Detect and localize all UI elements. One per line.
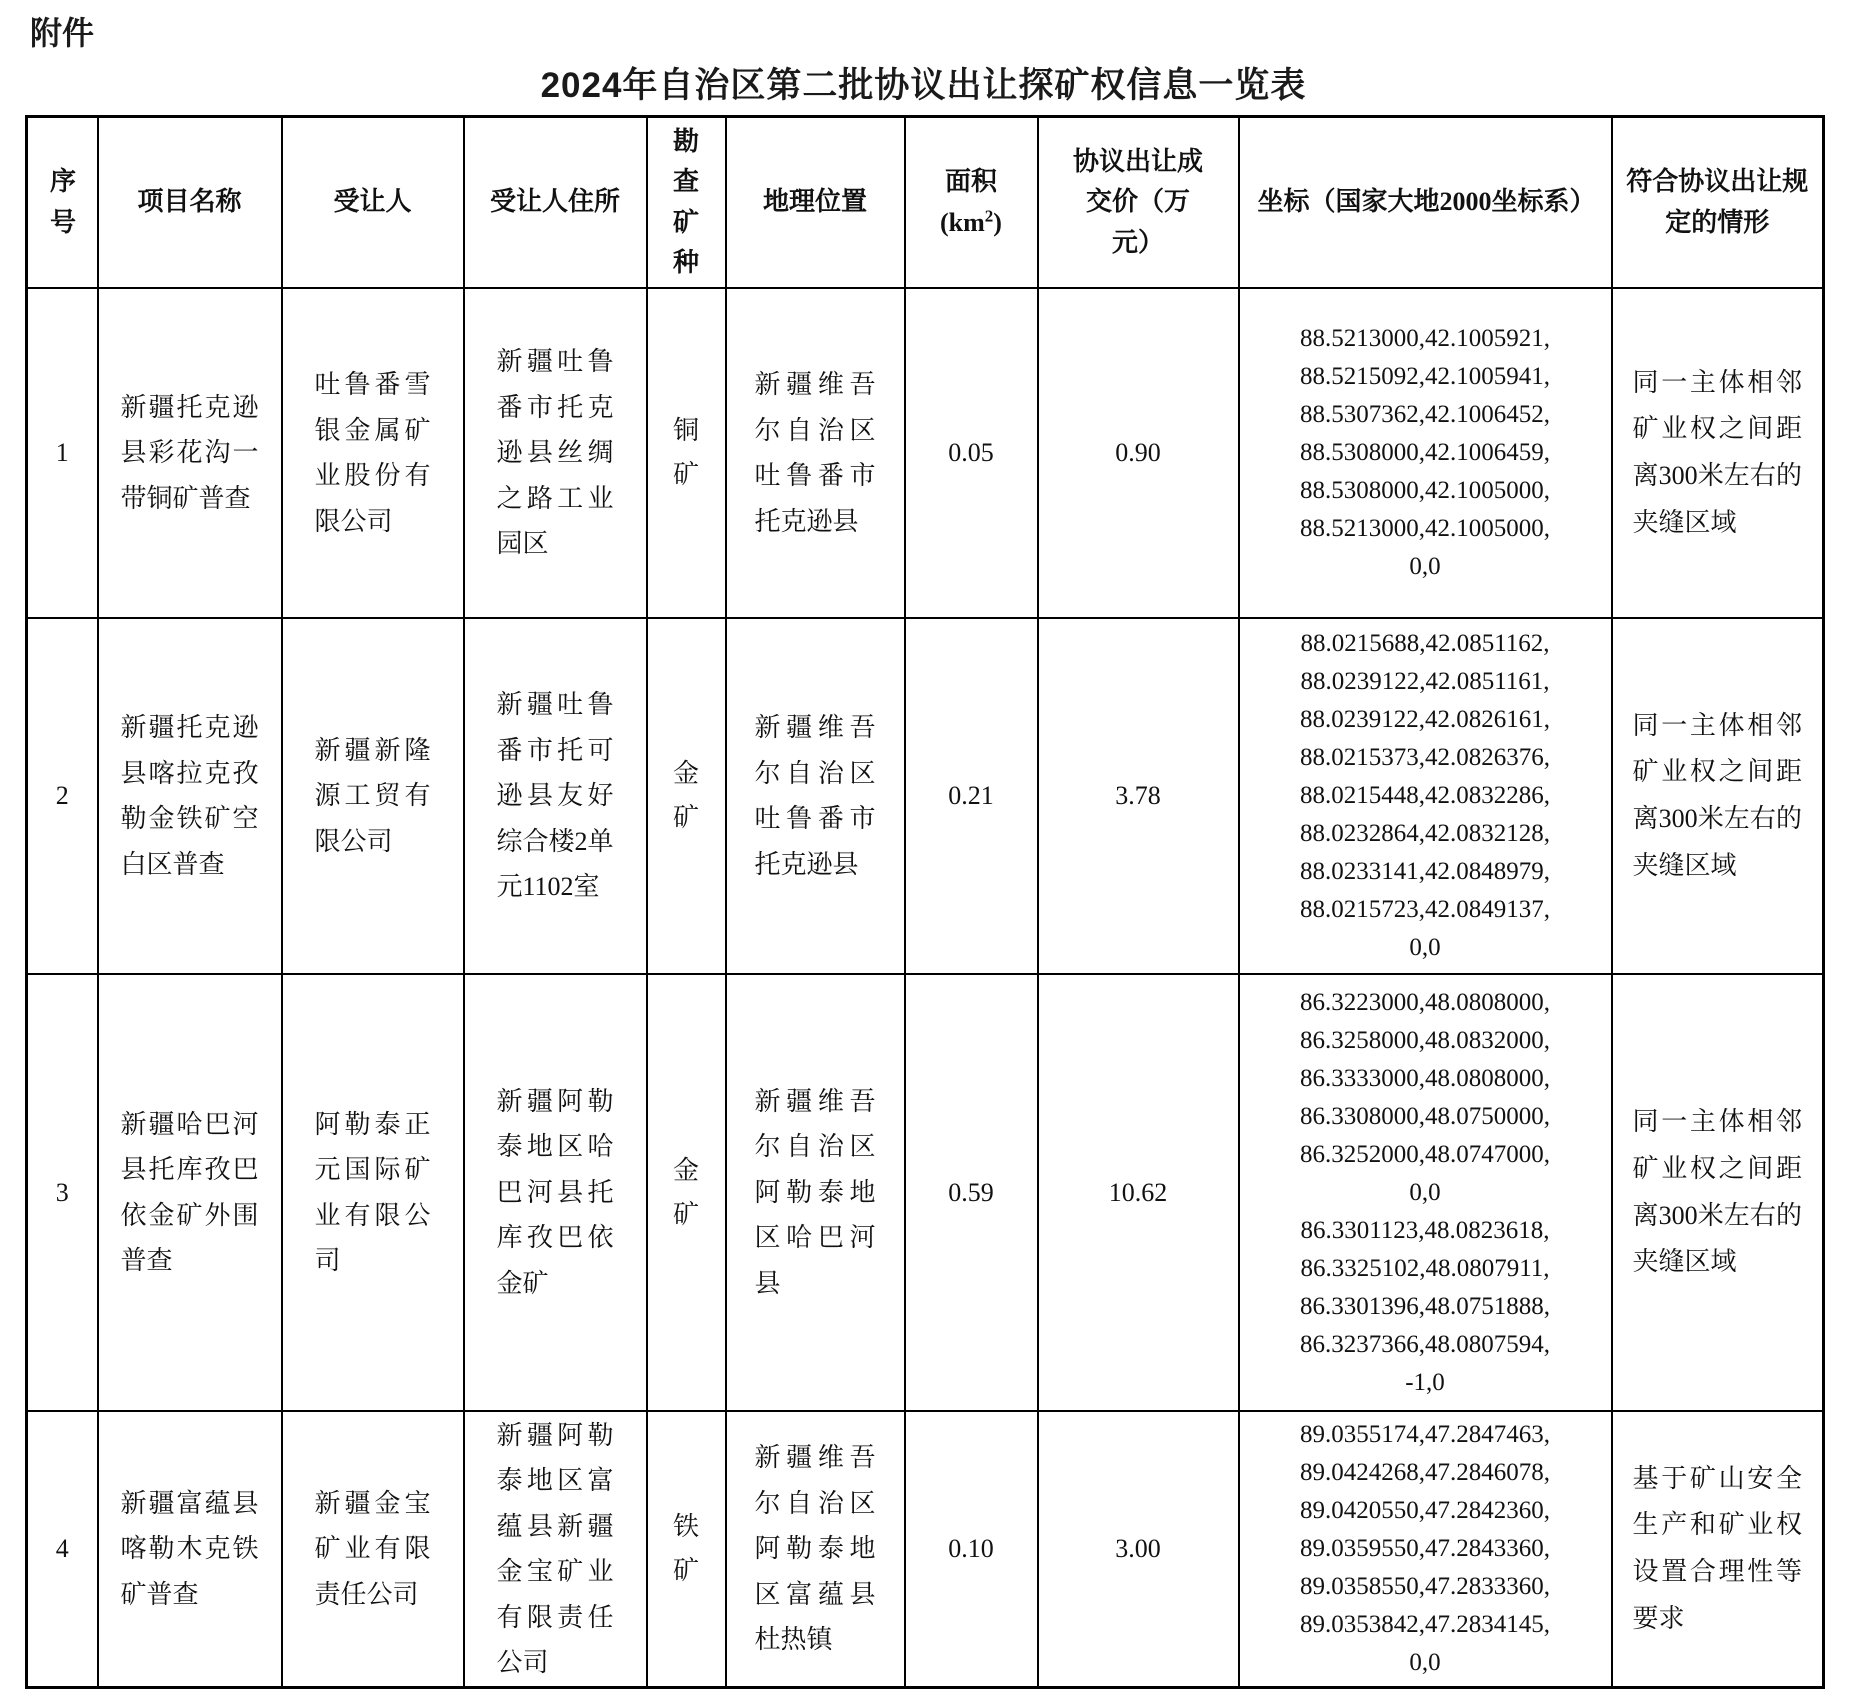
cell-geographic-location: 新疆维吾尔自治区吐鲁番市托克逊县 xyxy=(726,618,905,974)
cell-transaction-price: 0.90 xyxy=(1038,288,1239,618)
exploration-rights-table xyxy=(25,115,1825,1689)
coordinate-line: -1,0 xyxy=(1405,1368,1445,1396)
coordinate-line: 89.0353842,47.2834145, xyxy=(1300,1611,1550,1639)
cell-transferee: 新疆金宝矿业有限责任公司 xyxy=(282,1411,464,1688)
coordinate-line: 88.0215688,42.0851162, xyxy=(1300,630,1550,658)
coordinate-line: 86.3301123,48.0823618, xyxy=(1300,1216,1550,1244)
cell-transferee: 新疆新隆源工贸有限公司 xyxy=(282,618,464,974)
cell-transferee: 吐鲁番雪银金属矿业股份有限公司 xyxy=(282,288,464,618)
coordinate-line: 86.3333000,48.0808000, xyxy=(1300,1064,1550,1092)
coordinate-line: 86.3258000,48.0832000, xyxy=(1300,1026,1550,1054)
coordinate-line: 88.0239122,42.0826161, xyxy=(1300,706,1550,734)
cell-geographic-location: 新疆维吾尔自治区阿勒泰地区哈巴河县 xyxy=(726,974,905,1411)
coordinate-line: 89.0359550,47.2843360, xyxy=(1300,1535,1550,1563)
coordinate-line: 89.0424268,47.2846078, xyxy=(1300,1459,1550,1487)
header-area-unit: $(km^2)$ xyxy=(940,205,1002,237)
attachment-label: 附件 xyxy=(30,15,95,51)
header-transferee: 受让人 xyxy=(282,117,464,289)
coordinate-line: 86.3325102,48.0807911, xyxy=(1300,1254,1550,1282)
cell-transferee-address: 新疆吐鲁番市托克逊县丝绸之路工业园区 xyxy=(464,288,647,618)
header-area-line1: 面积 xyxy=(944,167,997,197)
cell-mineral-type: 铜矿 xyxy=(647,288,726,618)
coordinate-line: 88.0215448,42.0832286, xyxy=(1300,782,1550,810)
header-area-superscript: 2 xyxy=(984,205,994,225)
header-seq: 序号 xyxy=(27,117,98,289)
cell-transferee: 阿勒泰正元国际矿业有限公司 xyxy=(282,974,464,1411)
coordinate-line: 86.3237366,48.0807594, xyxy=(1300,1330,1550,1358)
cell-coordinates xyxy=(1239,1411,1612,1688)
cell-mineral-type: 金矿 xyxy=(647,974,726,1411)
coordinate-line: 88.5213000,42.1005000, xyxy=(1300,515,1550,543)
coordinate-line: 86.3223000,48.0808000, xyxy=(1300,988,1550,1016)
cell-area: 0.59 xyxy=(905,974,1038,1411)
cell-seq: 2 xyxy=(27,618,98,974)
table-row xyxy=(27,974,1824,1411)
cell-area: 0.10 xyxy=(905,1411,1038,1688)
coordinate-line: 88.0233141,42.0848979, xyxy=(1300,858,1550,886)
cell-project-name: 新疆富蕴县喀勒木克铁矿普查 xyxy=(98,1411,282,1688)
coordinate-line: 89.0358550,47.2833360, xyxy=(1300,1573,1550,1601)
cell-transferee-address: 新疆阿勒泰地区富蕴县新疆金宝矿业有限责任公司 xyxy=(464,1411,647,1688)
coordinate-line: 86.3301396,48.0751888, xyxy=(1300,1292,1550,1320)
coordinate-line: 0,0 xyxy=(1409,553,1441,581)
coordinate-line: 88.5213000,42.1005921, xyxy=(1300,325,1550,353)
cell-condition: 同一主体相邻矿业权之间距离300米左右的夹缝区域 xyxy=(1612,974,1824,1411)
cell-area: 0.21 xyxy=(905,618,1038,974)
header-project-name: 项目名称 xyxy=(98,117,282,289)
cell-coordinates xyxy=(1239,618,1612,974)
coordinate-line: 89.0420550,47.2842360, xyxy=(1300,1497,1550,1525)
cell-coordinates xyxy=(1239,288,1612,618)
cell-area: 0.05 xyxy=(905,288,1038,618)
coordinate-line: 88.0215723,42.0849137, xyxy=(1300,896,1550,924)
coordinate-line: 86.3252000,48.0747000, xyxy=(1300,1140,1550,1168)
page-title: 2024年自治区第二批协议出让探矿权信息一览表 xyxy=(540,66,1307,105)
coordinate-line: 88.5215092,42.1005941, xyxy=(1300,363,1550,391)
coordinate-line: 88.0239122,42.0851161, xyxy=(1300,668,1550,696)
cell-transferee-address: 新疆吐鲁番市托可逊县友好综合楼2单元1102室 xyxy=(464,618,647,974)
cell-project-name: 新疆托克逊县彩花沟一带铜矿普查 xyxy=(98,288,282,618)
coordinate-line: 86.3308000,48.0750000, xyxy=(1300,1102,1550,1130)
cell-project-name: 新疆托克逊县喀拉克孜勒金铁矿空白区普查 xyxy=(98,618,282,974)
table-row xyxy=(27,1411,1824,1688)
table-header-row xyxy=(27,117,1824,289)
coordinate-line: 88.0232864,42.0832128, xyxy=(1300,820,1550,848)
coordinate-line: 88.5308000,42.1005000, xyxy=(1300,477,1550,505)
cell-geographic-location: 新疆维吾尔自治区阿勒泰地区富蕴县杜热镇 xyxy=(726,1411,905,1688)
table-row xyxy=(27,618,1824,974)
coordinate-line: 88.5308000,42.1006459, xyxy=(1300,439,1550,467)
cell-seq: 4 xyxy=(27,1411,98,1688)
header-transaction-price: 协议出让成交价（万元） xyxy=(1038,117,1239,289)
cell-condition: 同一主体相邻矿业权之间距离300米左右的夹缝区域 xyxy=(1612,618,1824,974)
cell-seq: 1 xyxy=(27,288,98,618)
coordinate-line: 0,0 xyxy=(1409,934,1441,962)
cell-seq: 3 xyxy=(27,974,98,1411)
coordinate-line: 89.0355174,47.2847463, xyxy=(1300,1421,1550,1449)
cell-mineral-type: 铁矿 xyxy=(647,1411,726,1688)
coordinate-line: 88.0215373,42.0826376, xyxy=(1300,744,1550,772)
coordinate-line: 0,0 xyxy=(1409,1649,1441,1677)
cell-transaction-price: 3.00 xyxy=(1038,1411,1239,1688)
header-coordinates: 坐标（国家大地2000坐标系） xyxy=(1239,117,1612,289)
header-area xyxy=(905,117,1038,289)
cell-mineral-type: 金矿 xyxy=(647,618,726,974)
coordinate-line: 0,0 xyxy=(1409,1178,1441,1206)
header-transferee-address: 受让人住所 xyxy=(464,117,647,289)
cell-transaction-price: 3.78 xyxy=(1038,618,1239,974)
cell-coordinates xyxy=(1239,974,1612,1411)
cell-condition: 同一主体相邻矿业权之间距离300米左右的夹缝区域 xyxy=(1612,288,1824,618)
coordinate-line: 88.5307362,42.1006452, xyxy=(1300,401,1550,429)
header-geographic-location: 地理位置 xyxy=(726,117,905,289)
header-mineral-type: 勘查矿种 xyxy=(647,117,726,289)
cell-transaction-price: 10.62 xyxy=(1038,974,1239,1411)
cell-condition: 基于矿山安全生产和矿业权设置合理性等要求 xyxy=(1612,1411,1824,1688)
table-row xyxy=(27,288,1824,618)
header-condition: 符合协议出让规定的情形 xyxy=(1612,117,1824,289)
cell-transferee-address: 新疆阿勒泰地区哈巴河县托库孜巴依金矿 xyxy=(464,974,647,1411)
cell-project-name: 新疆哈巴河县托库孜巴依金矿外围普查 xyxy=(98,974,282,1411)
cell-geographic-location: 新疆维吾尔自治区吐鲁番市托克逊县 xyxy=(726,288,905,618)
